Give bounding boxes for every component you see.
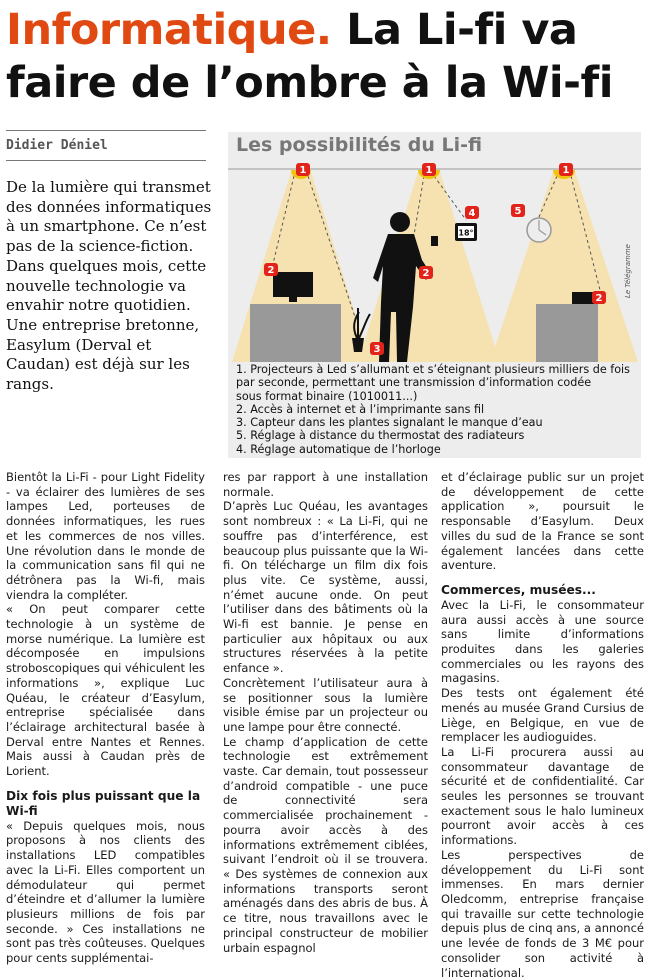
headline-title-line2: faire de l’ombre à la Wi-fi (6, 58, 613, 108)
marker-label: 2 (267, 265, 275, 276)
marker-label: 1 (562, 165, 570, 176)
marker-label: 3 (373, 344, 381, 355)
plant-pot (352, 338, 364, 352)
marker-label: 2 (595, 293, 603, 304)
paragraph: res par rapport à une installation normale. (223, 470, 428, 499)
smartphone (431, 236, 438, 246)
byline: Didier Déniel (6, 138, 108, 153)
paragraph: Le champ d’application de cette technologie est extrêmement vaste. Car demain, tout possesseur d’android compatible - une puce de connectivité sera commercialisée prochainement - pourra avoir accès à des informations extrêmement ciblées, suivant l’endroit où il se trouvera. « Des systèmes de connexion aux informations transports seront aménagés dans des abris de bus. À ce titre, nous travaillons avec le principal constructeur de mobilier urbain espagnol (223, 734, 428, 955)
paragraph: « Depuis quelques mois, nous proposons à nos clients des installations LED compatibles avec la Li-Fi. Elles comportent un démodulateur qui permet d’éteindre et d’allumer la lumière plusieurs millions de fois par seconde. » Ces installations ne sont pas très coûteuses. Quelques pour cents supplémentai- (6, 818, 205, 966)
paragraph: Concrètement l’utilisateur aura à se positionner sous la lumière visible émise par un projecteur ou une lampe pour être connecté. (223, 675, 428, 734)
marker-label: 4 (468, 208, 476, 219)
legend-line: sous format binaire (1010011...) (236, 389, 418, 403)
legend-line: 1. Projecteurs à Led s’allumant et s’éteignant plusieurs milliers de fois (236, 363, 630, 376)
infographic-legend (236, 363, 636, 456)
headline (6, 4, 646, 110)
legend-line: 5. Réglage à distance du thermostat des radiateurs (236, 429, 525, 443)
paragraph: Les perspectives de développement du Li-Fi sont immenses. En mars dernier Oledcomm, entreprise française qui travaille sur cette technologie depuis plus de cinq ans, a annoncé une levée de fonds de 3 M€ pour consolider son activité à l’international. (441, 847, 644, 980)
photo-credit: Le Télégramme (624, 244, 632, 298)
marker-label: 5 (514, 206, 522, 217)
legend-line: 3. Capteur dans les plantes signalant le manque d’eau (236, 416, 543, 430)
paragraph: « On peut comparer cette technologie à un système de morse numérique. La lumière est décomposée en impulsions stroboscopiques qui véhiculent les informations », explique Luc Quéau, le créateur d’Easylum, entreprise spécialisée dans l’éclairage architectural basée à Derval entre Nantes et Rennes. Mais aussi à Caudan près de Lorient. (6, 602, 205, 779)
thermostat-readout: 18° (458, 228, 474, 238)
subheading: Dix fois plus puissant que la Wi-fi (6, 788, 201, 818)
legend-line: par seconde, permettant une transmission d’information codée (236, 376, 592, 390)
paragraph: et d’éclairage public sur un projet de développement de cette application », poursuit le responsable d’Easylum. Deux villes du sud de la France se sont également lancées dans cette aventure. (441, 470, 644, 573)
lede: De la lumière qui transmet des données informatiques à un smartphone. Ce n’est pas de la science-fiction. Dans quelques mois, cette nouvelle technologie va envahir notre quotidien. Une entreprise bretonne, Easylum (Derval et Caudan) est déjà sur les rangs. (6, 178, 212, 394)
article-column-2 (223, 470, 428, 955)
headline-kicker: Informatique. (6, 5, 332, 55)
article-column-3 (441, 470, 644, 980)
infographic-title: Les possibilités du Li-fi (236, 134, 483, 156)
marker-label: 1 (425, 165, 433, 176)
marker-label: 1 (299, 165, 307, 176)
legend-line: 2. Accès à internet et à l’imprimante sans fil (236, 402, 485, 416)
subheading: Commerces, musées... (441, 582, 596, 597)
byline-bottom-rule (6, 160, 206, 161)
paragraph: Avec la Li-Fi, le consommateur aura aussi accès à une source sans limite d’informations produites dans les galeries commerciales ou les rayons des magasins. (441, 597, 644, 686)
paragraph: Bientôt la Li-Fi - pour Light Fidelity - va éclairer des lumières de ses lampes Led, porteuses de données informatiques, les rues et les commerces de nos villes. Une révolution dans le monde de la communication sans fil qui ne détrônera pas la Wi-fi, mais viendra la compléter. (6, 470, 205, 602)
desk-left (250, 304, 341, 362)
lifi-infographic (228, 132, 641, 458)
lifi-illustration (228, 132, 641, 362)
headline-title-line1: La Li-fi va (346, 5, 578, 55)
legend-line: 4. Réglage automatique de l’horloge (236, 442, 441, 456)
tv-screen (273, 272, 313, 297)
tv-stand (289, 297, 297, 302)
byline-top-rule (6, 130, 206, 131)
marker-label: 2 (422, 268, 430, 279)
paragraph: La Li-Fi procurera aussi au consommateur davantage de sécurité et de confidentialité. Car seules les personnes se trouvant exactement sous le halo lumineux pourront avoir accès à ces informations. (441, 744, 644, 848)
paragraph: D’après Luc Quéau, les avantages sont nombreux : « La Li-Fi, qui ne souffre pas d’interférence, est beaucoup plus puissante que la Wi-fi. On télécharge un film dix fois plus vite. Ce système, aussi, n’émet aucune onde. On peut l’utiliser dans des bâtiments où la Wi-fi est bannie. Je pense en particulier aux hôpitaux ou aux structures réservées à la petite enfance ». (223, 499, 428, 676)
desk-right (536, 304, 598, 362)
article-column-1 (6, 470, 205, 966)
paragraph: Des tests ont également été menés au musée Grand Cursius de Liège, en Belgique, en vue de remplacer les audioguides. (441, 686, 644, 745)
